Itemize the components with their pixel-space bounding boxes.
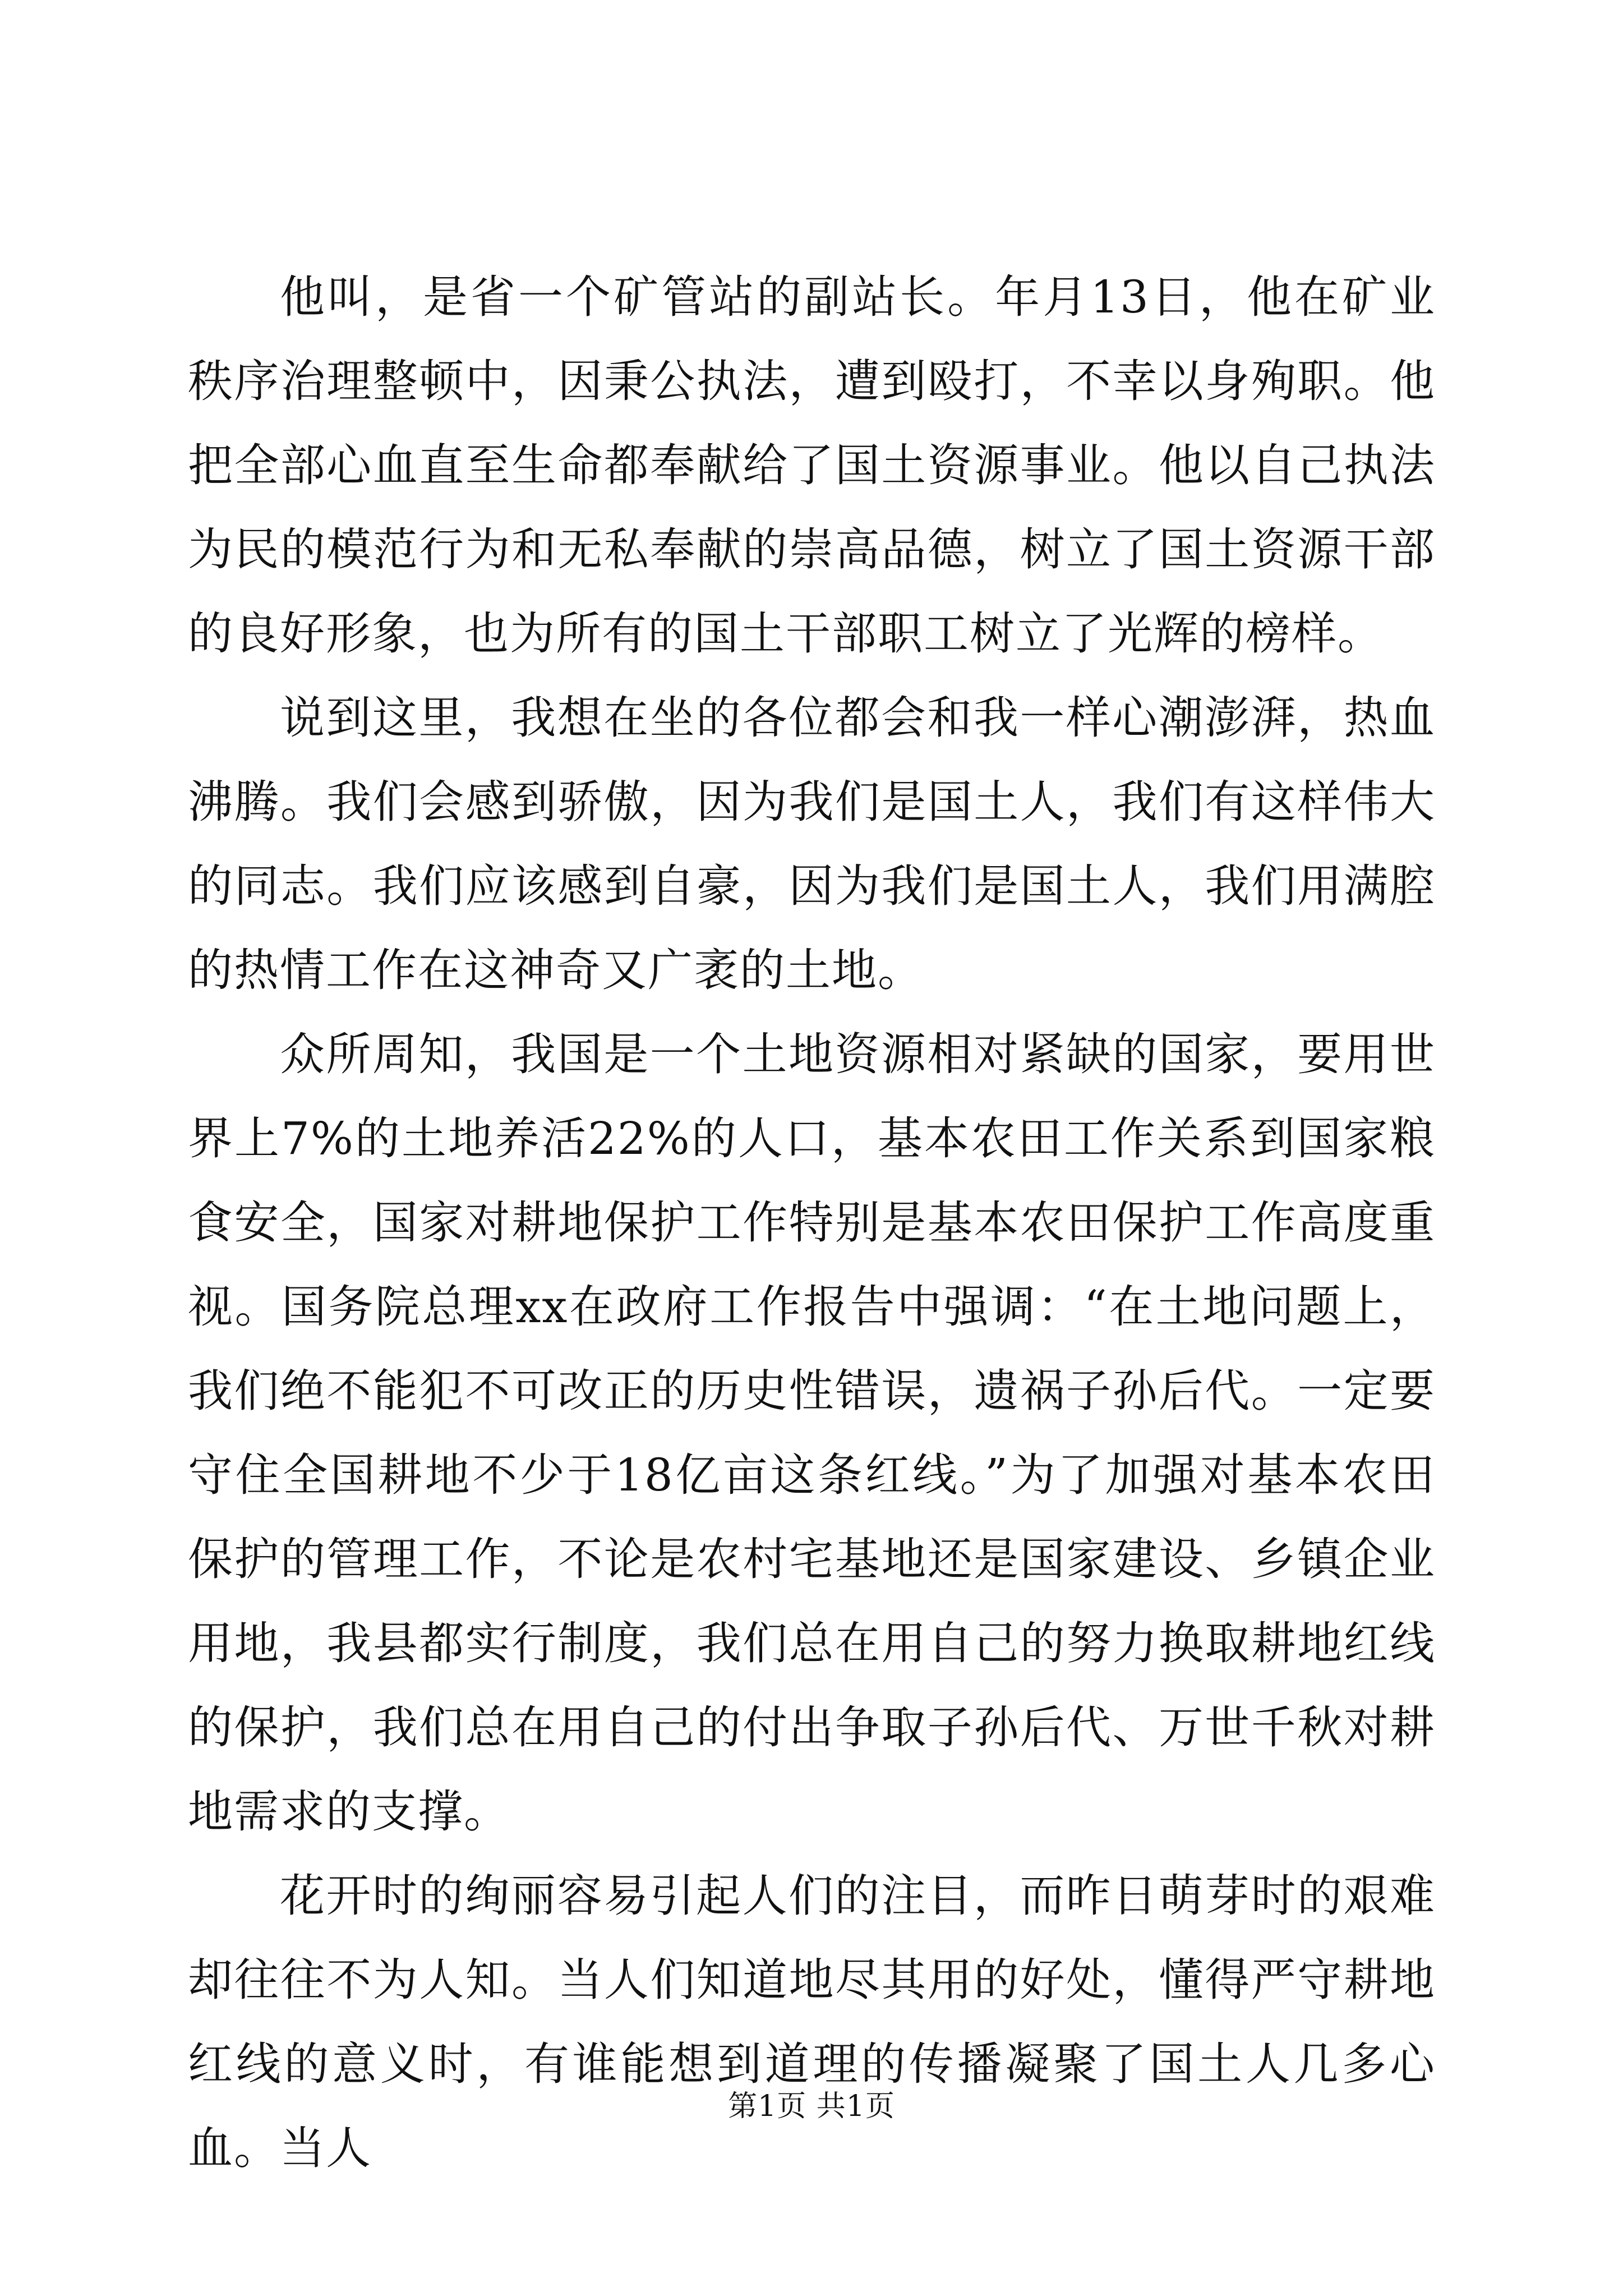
paragraph-1: 他叫，是省一个矿管站的副站长。年月13日，他在矿业秩序治理整顿中，因秉公执法，遭到殴打，不幸以身殉职。他把全部心血直至生命都奉献给了国土资源事业。他以自己执法为民的模范行为和无私奉献的崇高品德，树立了国土资源干部的良好形象，也为所有的国土干部职工树立了光辉的榜样。 bbox=[188, 271, 1436, 660]
paragraph-2: 说到这里，我想在坐的各位都会和我一样心潮澎湃，热血沸腾。我们会感到骄傲，因为我们是国土人，我们有这样伟大的同志。我们应该感到自豪，因为我们是国土人，我们用满腔的热情工作在这神奇又广袤的土地。 bbox=[188, 692, 1436, 996]
paragraph-3: 众所周知，我国是一个土地资源相对紧缺的国家，要用世界上7%的土地养活22%的人口，基本农田工作关系到国家粮食安全，国家对耕地保护工作特别是基本农田保护工作高度重视。国务院总理xx在政府工作报告中强调：“在土地问题上，我们绝不能犯不可改正的历史性错误，遗祸子孙后代。一定要守住全国耕地不少于18亿亩这条红线。”为了加强对基本农田保护的管理工作，不论是农村宅基地还是国家建设、乡镇企业用地，我县都实行制度，我们总在用自己的努力换取耕地红线的保护，我们总在用自己的付出争取子孙后代、万世千秋对耕地需求的支撑。 bbox=[188, 1028, 1436, 1838]
page-footer: 第1页 共1页 bbox=[728, 2090, 895, 2123]
document-body bbox=[188, 255, 1436, 2191]
paragraph-4: 花开时的绚丽容易引起人们的注目，而昨日萌芽时的艰难却往往不为人知。当人们知道地尽其用的好处，懂得严守耕地红线的意义时，有谁能想到道理的传播凝聚了国土人几多心血。当人 bbox=[188, 1870, 1436, 2174]
